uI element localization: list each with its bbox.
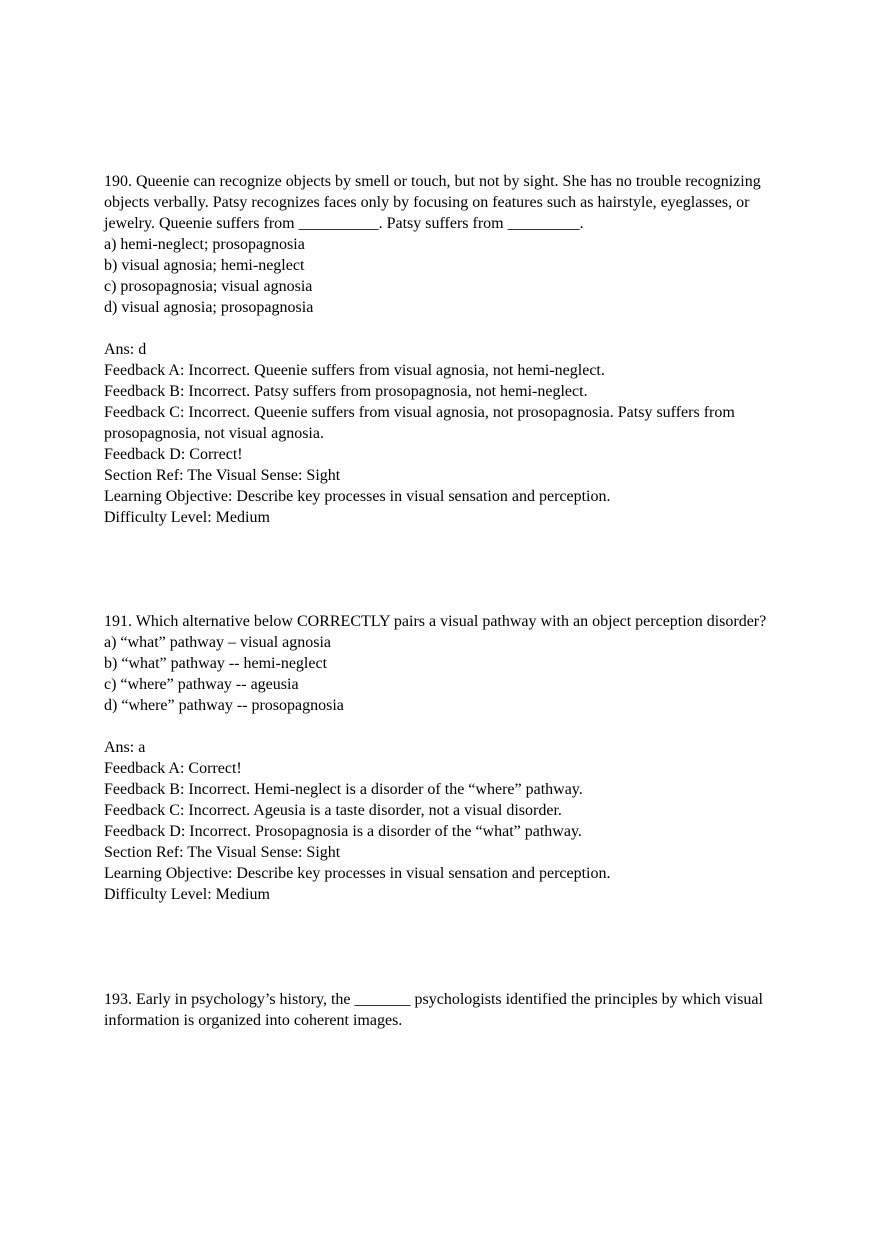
answer-options xyxy=(104,632,780,716)
difficulty-level: Difficulty Level: Medium xyxy=(104,509,270,526)
option-a: a) hemi-neglect; prosopagnosia xyxy=(104,236,305,253)
option-a: a) “what” pathway – visual agnosia xyxy=(104,634,332,651)
learning-objective: Learning Objective: Describe key processes in visual sensation and perception. xyxy=(104,488,611,505)
question-stem: 191. Which alternative below CORRECTLY pairs a visual pathway with an object perception disorder? xyxy=(104,613,767,630)
feedback-d: Feedback D: Correct! xyxy=(104,446,243,463)
question-193 xyxy=(104,989,780,1031)
option-b: b) visual agnosia; hemi-neglect xyxy=(104,257,305,274)
question-190 xyxy=(104,171,780,528)
learning-objective: Learning Objective: Describe key processes in visual sensation and perception. xyxy=(104,865,611,882)
feedback-c: Feedback C: Incorrect. Queenie suffers from visual agnosia, not prosopagnosia. Patsy suffers from prosopagnosia, not visual agnosia. xyxy=(104,404,735,442)
feedback-d: Feedback D: Incorrect. Prosopagnosia is a disorder of the “what” pathway. xyxy=(104,823,582,840)
answer-block xyxy=(104,339,780,528)
feedback-a: Feedback A: Correct! xyxy=(104,760,242,777)
option-b: b) “what” pathway -- hemi-neglect xyxy=(104,655,328,672)
section-ref: Section Ref: The Visual Sense: Sight xyxy=(104,844,341,861)
feedback-c: Feedback C: Incorrect. Ageusia is a taste disorder, not a visual disorder. xyxy=(104,802,562,819)
spacer xyxy=(104,318,780,339)
feedback-b: Feedback B: Incorrect. Patsy suffers from prosopagnosia, not hemi-neglect. xyxy=(104,383,588,400)
option-d: d) “where” pathway -- prosopagnosia xyxy=(104,697,344,714)
spacer xyxy=(104,716,780,737)
option-c: c) prosopagnosia; visual agnosia xyxy=(104,278,313,295)
option-c: c) “where” pathway -- ageusia xyxy=(104,676,299,693)
question-stem: 193. Early in psychology’s history, the _______ psychologists identified the principles by which visual information is organized into coherent images. xyxy=(104,991,763,1029)
feedback-a: Feedback A: Incorrect. Queenie suffers from visual agnosia, not hemi-neglect. xyxy=(104,362,605,379)
question-stem: 190. Queenie can recognize objects by smell or touch, but not by sight. She has no trouble recognizing objects verbally. Patsy recognizes faces only by focusing on features such as hairstyle, eyeglasses, or jewelry. Queenie suffers from __________. Patsy suffers from _________. xyxy=(104,173,761,232)
answer-block xyxy=(104,737,780,905)
section-ref: Section Ref: The Visual Sense: Sight xyxy=(104,467,341,484)
question-191 xyxy=(104,611,780,905)
answer-key: Ans: a xyxy=(104,739,146,756)
option-d: d) visual agnosia; prosopagnosia xyxy=(104,299,314,316)
feedback-b: Feedback B: Incorrect. Hemi-neglect is a disorder of the “where” pathway. xyxy=(104,781,583,798)
answer-options xyxy=(104,234,780,318)
difficulty-level: Difficulty Level: Medium xyxy=(104,886,270,903)
answer-key: Ans: d xyxy=(104,341,147,358)
